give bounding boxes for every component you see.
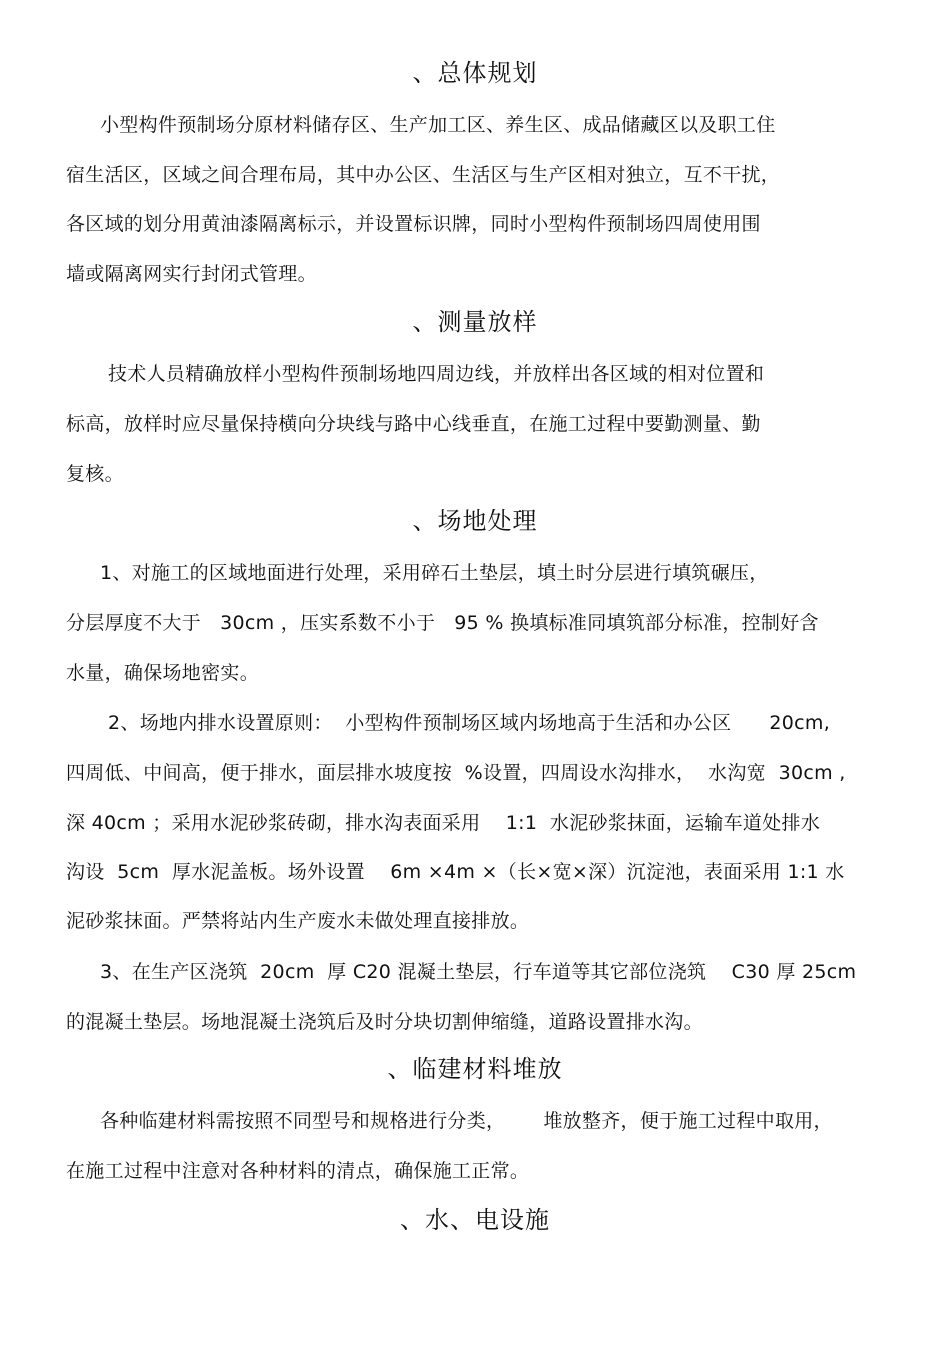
paragraph-line: 泥砂浆抹面。严禁将站内生产废水未做处理直接排放。 — [66, 910, 530, 932]
section-heading-site-treatment: 、场地处理 — [412, 507, 538, 535]
paragraph-line: 分层厚度不大于 30cm ，压实系数不小于 95 % 换填标准同填筑部分标准，控制好含 — [66, 612, 819, 634]
section-heading-survey-layout: 、测量放样 — [412, 308, 538, 336]
paragraph-line: 小型构件预制场分原材料储存区、生产加工区、养生区、成品储藏区以及职工住 — [100, 114, 776, 136]
paragraph-line: 在施工过程中注意对各种材料的清点，确保施工正常。 — [66, 1160, 530, 1182]
paragraph-line: 的混凝土垫层。场地混凝土浇筑后及时分块切割伸缩缝，道路设置排水沟。 — [66, 1011, 703, 1033]
paragraph-line: 各区域的划分用黄油漆隔离标示，并设置标识牌，同时小型构件预制场四周使用围 — [66, 213, 761, 235]
paragraph-line: 2、场地内排水设置原则： 小型构件预制场区域内场地高于生活和办公区 20cm, — [108, 712, 831, 734]
paragraph-line: 沟设 5cm 厚水泥盖板。场外设置 6m ×4m ×（长×宽×深）沉淀池，表面采用 1:1 水 — [66, 861, 845, 883]
section-heading-water-electricity: 、水、电设施 — [400, 1206, 550, 1234]
paragraph-line: 1、对施工的区域地面进行处理，采用碎石土垫层，填土时分层进行填筑碾压， — [100, 562, 769, 584]
paragraph-line: 水量，确保场地密实。 — [66, 662, 260, 684]
paragraph-line: 深 40cm ；采用水泥砂浆砖砌，排水沟表面采用 1:1 水泥砂浆抹面，运输车道处排水 — [66, 812, 821, 834]
paragraph-line: 3、在生产区浇筑 20cm 厚 C20 混凝土垫层，行车道等其它部位浇筑 C30 厚 25cm — [100, 961, 857, 983]
paragraph-line: 复核。 — [66, 463, 124, 485]
paragraph-line: 技术人员精确放样小型构件预制场地四周边线，并放样出各区域的相对位置和 — [108, 363, 765, 385]
paragraph-line: 四周低、中间高，便于排水，面层排水坡度按 %设置，四周设水沟排水， 水沟宽 30cm , — [66, 762, 846, 784]
paragraph-line: 宿生活区，区域之间合理布局，其中办公区、生活区与生产区相对独立，互不干扰， — [66, 164, 781, 186]
section-heading-temporary-materials: 、临建材料堆放 — [387, 1055, 563, 1083]
section-heading-overall-planning: 、总体规划 — [412, 59, 538, 87]
paragraph-line: 各种临建材料需按照不同型号和规格进行分类， 堆放整齐，便于施工过程中取用， — [100, 1110, 833, 1132]
paragraph-line: 标高，放样时应尽量保持横向分块线与路中心线垂直，在施工过程中要勤测量、勤 — [66, 413, 761, 435]
paragraph-line: 墙或隔离网实行封闭式管理。 — [66, 263, 317, 285]
